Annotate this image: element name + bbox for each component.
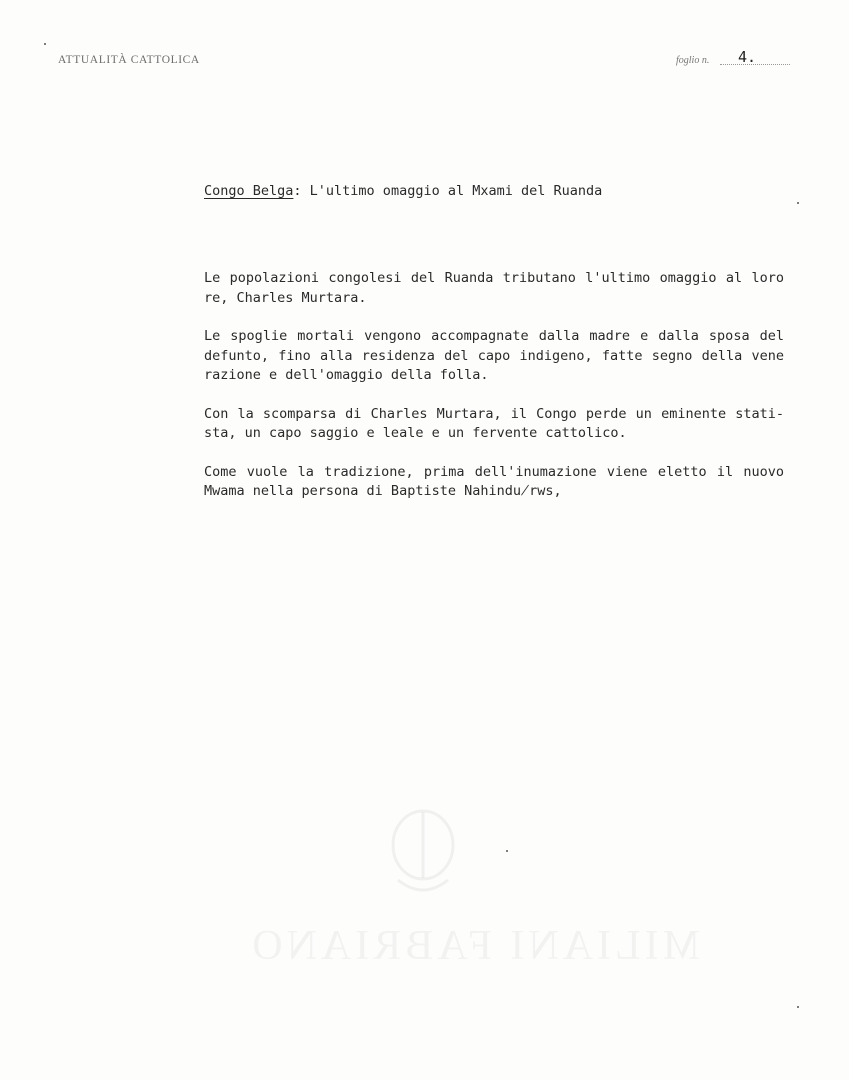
paper-speck [44, 43, 46, 45]
paper-watermark [180, 922, 700, 970]
paper-speck [797, 1006, 799, 1008]
paper-speck [797, 202, 799, 204]
article-body [204, 269, 784, 521]
text-line: Le popolazioni congolesi del Ruanda tributano l'ultimo omaggio al loro [204, 270, 784, 286]
paragraph [204, 327, 784, 386]
folio-number: 4. [738, 48, 757, 66]
paragraph [204, 463, 784, 502]
publication-header: ATTUALITÀ CATTOLICA [58, 54, 200, 66]
paragraph [204, 269, 784, 308]
text-line: Mwama nella persona di Baptiste Nahindu̸rws, [204, 483, 562, 499]
text-line: razione e dell'omaggio della folla. [204, 367, 489, 383]
title-rest: : L'ultimo omaggio al Mxami del Ruanda [293, 183, 603, 199]
paragraph [204, 405, 784, 444]
text-line: sta, un capo saggio e leale e un fervente cattolico. [204, 425, 627, 441]
text-line: Come vuole la tradizione, prima dell'inumazione viene eletto il nuovo [204, 463, 784, 480]
title-place: Congo Belga [204, 183, 294, 199]
paper-speck [506, 850, 508, 852]
text-line: defunto, fino alla residenza del capo indigeno, fatte segno della vene [204, 347, 784, 364]
text-line: re, Charles Murtara. [204, 289, 367, 306]
text-line: Con la scomparsa di Charles Murtara, il Congo perde un eminente stati- [204, 405, 784, 422]
article-title [204, 181, 602, 201]
folio-label: foglio n. [676, 55, 710, 66]
folio-field [676, 50, 790, 68]
watermark-emblem-icon [378, 800, 468, 910]
text-line: Le spoglie mortali vengono accompagnate dalla madre e dalla sposa del [204, 328, 784, 344]
